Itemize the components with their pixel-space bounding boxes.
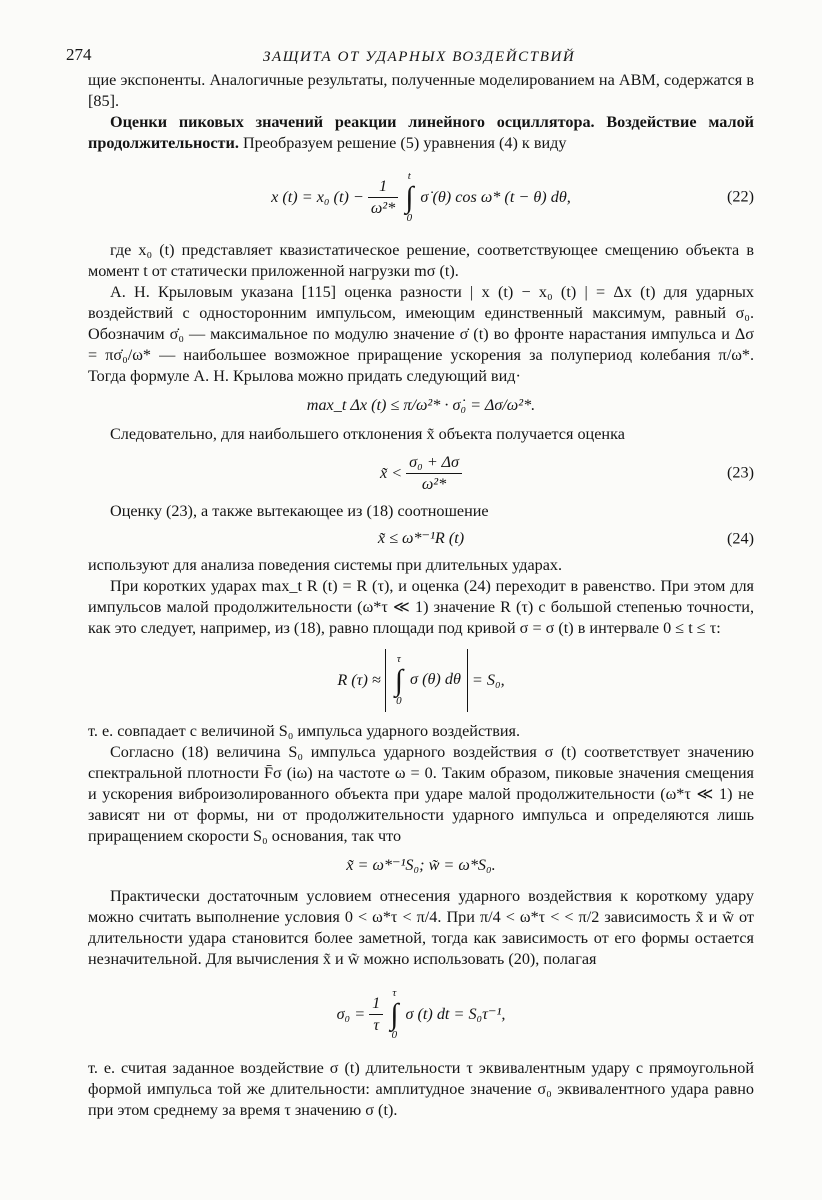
paragraph-4: А. Н. Крыловым указана [115] оценка разности | x (t) − x₀ (t) | = Δx (t) для ударных воздействий с односторонним импульсом, имеющим единственный максимум, равный σ₀. Обозначим σ̇₀ — максимальное по модулю значение σ̇ (t) во фронте нарастания импульса и Δσ = πσ̇₀/ω* — наибольшее возможное приращение ускорения за полупериод колебания π/ω*. Тогда формуле А. Н. Крылова можно придать следующий вид· [88,283,754,385]
section-heading: Оценки пиковых значений реакции линейного осциллятора. Воздействие малой продолжительности. [88,113,754,152]
equation-24: x̃ ≤ ω*⁻¹R (t) (24) [377,529,754,547]
running-title: ЗАЩИТА ОТ УДАРНЫХ ВОЗДЕЙСТВИЙ [263,49,576,65]
paragraph-8: При коротких ударах max_t R (t) = R (τ), и оценка (24) переходит в равенство. При этом для импульсов малой продолжительности (ω*τ ≪ 1) значение R (τ) с большой степенью точности, как это следует, например, из (18), равно площади под кривой σ = σ (t) в интервале 0 ≤ t ≤ τ: [88,577,754,637]
page-header [66,40,754,70]
paragraph-11: Практически достаточным условием отнесения ударного воздействия к короткому удару можно считать выполнение условия 0 < ω*τ < π/4. При π/4 < ω*τ < < π/2 зависимость x̃ и w̃ от длительности удара становится более заметной, тогда как зависимость от его формы остается незначительной. Для вычисления x̃ и w̃ можно использовать (20), полагая [88,887,754,968]
paragraph-6: Оценку (23), а также вытекающее из (18) соотношение [110,502,489,520]
page-number: 274 [66,45,92,64]
paragraph-9: т. е. совпадает с величиной S₀ импульса ударного воздействия. [88,722,521,740]
equation-22: x (t) = x₀ (t) − $\frac{1}{\text{ω²*}}$ t ∫ 0 σ̇ (θ) cos ω* (t − θ) dθ, (22) [88,160,754,234]
equation-R: R (τ) ≈ τ ∫ 0 σ (θ) dθ = S₀, [88,645,754,715]
integral-sign: t ∫ 0 [405,169,414,224]
paragraph-2: Оценки пиковых значений реакции линейного осциллятора. Воздействие малой продолжительности. Преобразуем решение (5) уравнения (4) к виду [88,113,754,152]
page [66,40,754,1121]
eq22-fraction: $\frac{1}{\text{ω²*}}$ [368,176,398,219]
paragraph-3: где x₀ (t) представляет квазистатическое решение, соответствующее смещению объекта в момент t от статически приложенной нагрузки mσ (t). [88,241,754,280]
paragraph-7: используют для анализа поведения системы при длительных ударах. [88,556,563,574]
equation-number-22: (22) [727,187,754,206]
paragraph-5: Следовательно, для наибольшего отклонения x̃ объекта получается оценка [110,425,625,443]
equation-number-23: (23) [727,463,754,482]
equation-number-24: (24) [727,529,754,547]
equation-23: x̃ < $\frac{\text{σ₀ + Δσ}}{\text{ω²*}}$ (23) [380,452,754,493]
equation-peak: x̃ = ω*⁻¹S₀; w̃ = ω*S₀. [346,856,496,874]
equation-krylov: max_t Δx (t) ≤ π/ω²* · σ̇₀ = Δσ/ω²*. [306,396,536,414]
equation-sigma: σ₀ = $\frac{1}{\tau}$ τ ∫ 0 σ (t) dt = S₀τ⁻¹, [336,986,506,1041]
paragraph-1: щие экспоненты. Аналогичные результаты, полученные моделированием на АВМ, содержатся в [85]. [88,71,754,110]
paragraph-10: Согласно (18) величина S₀ импульса ударного воздействия σ (t) соответствует значению спектральной плотности F̄σ (iω) на частоте ω = 0. Таким образом, пиковые значения смещения и ускорения виброизолированного объекта при ударе малой продолжительности (ω*τ ≪ 1) не зависят ни от формы, ни от продолжительности ударного импульса и определяются лишь приращением скорости S₀ основания, так что [88,743,754,845]
paragraph-12: т. е. считая заданное воздействие σ (t) длительности τ эквивалентным удару с прямоугольной формой импульса той же длительности: амплитудное значение σ₀ эквивалентного удара равно при этом среднему за время τ значению σ (t). [88,1059,754,1119]
